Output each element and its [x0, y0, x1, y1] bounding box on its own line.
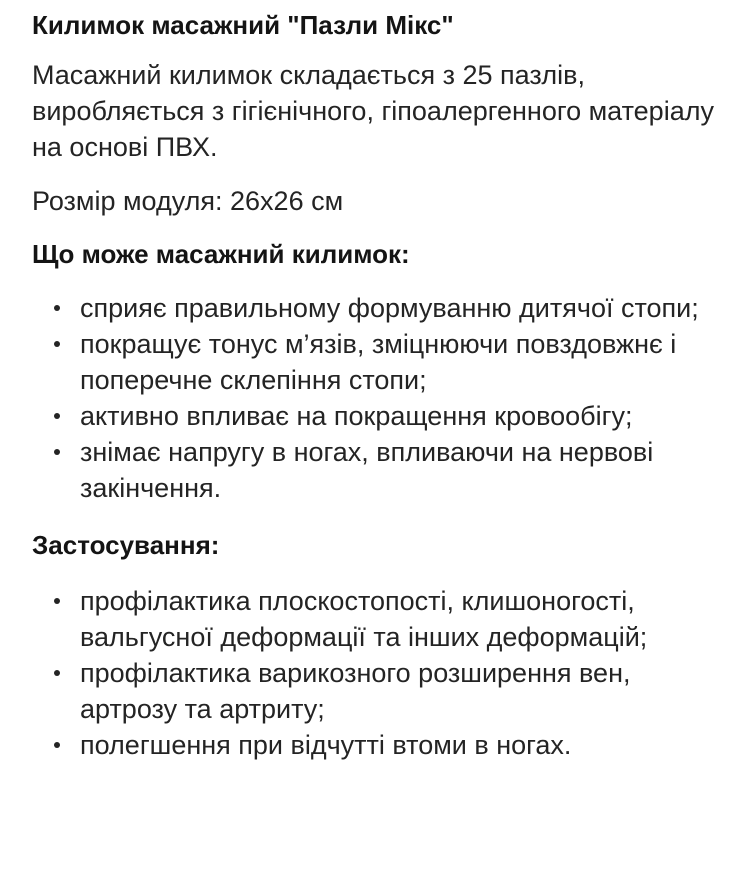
usage-text: профілактика варикозного розширення вен, артрозу та артриту; [80, 658, 631, 724]
bullet-icon [54, 413, 60, 419]
feature-text: активно впливає на покращення кровообігу; [80, 401, 633, 431]
list-item [32, 727, 733, 763]
bullet-icon [54, 670, 60, 676]
usage-text: полегшення при відчутті втоми в ногах. [80, 730, 572, 760]
list-item [32, 583, 733, 655]
module-size-text: Розмір модуля: 26х26 см [32, 186, 344, 216]
feature-text: сприяє правильному формуванню дитячої стопи; [80, 293, 699, 323]
bullet-icon [54, 341, 60, 347]
usage-list [32, 583, 733, 763]
bullet-icon [54, 449, 60, 455]
list-item [32, 326, 733, 398]
list-item [32, 398, 733, 434]
features-heading: Що може масажний килимок: [32, 239, 410, 269]
usage-text: профілактика плоскостопості, клишоногості, вальгусної деформації та інших деформацій; [80, 586, 648, 652]
bullet-icon [54, 305, 60, 311]
feature-text: покращує тонус м’язів, зміцнюючи повздовжнє і поперечне склепіння стопи; [80, 329, 677, 395]
feature-text: знімає напругу в ногах, впливаючи на нервові закінчення. [80, 437, 654, 503]
bullet-icon [54, 598, 60, 604]
bullet-icon [54, 742, 60, 748]
list-item [32, 434, 733, 506]
product-title: Килимок масажний "Пазли Мікс" [32, 10, 454, 40]
list-item [32, 655, 733, 727]
usage-heading: Застосування: [32, 530, 220, 560]
features-list [32, 290, 733, 506]
list-item [32, 290, 733, 326]
product-description: Масажний килимок складається з 25 пазлів, виробляється з гігієнічного, гіпоалергенного матеріалу на основі ПВХ. [32, 60, 714, 162]
